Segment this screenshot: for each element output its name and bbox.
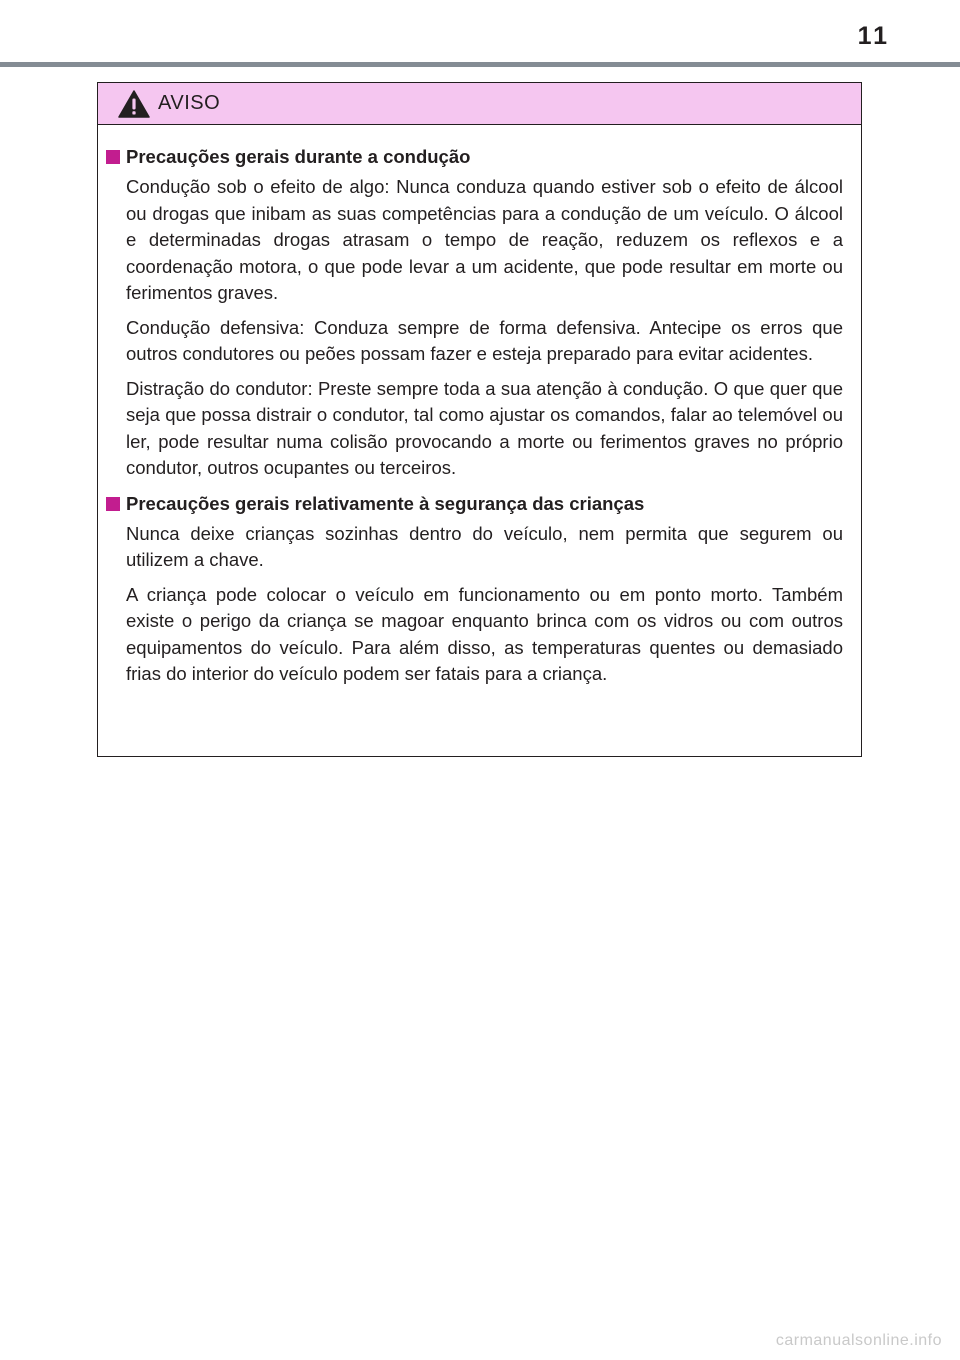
section-heading-text: Precauções gerais relativamente à segurança das crianças [126,492,645,514]
warning-header [98,83,861,125]
paragraph-child-dangers: A criança pode colocar o veículo em funcionamento ou em ponto morto. Também existe o perigo da criança se magoar enquanto brinca com os vidros ou com outros equipamentos do veículo. Para além disso, as temperaturas quentes ou demasiado frias do interior do veículo podem ser fatais para a criança. [126,583,843,684]
paragraph-defensive-driving: Condução defensiva: Conduza sempre de forma defensiva. Antecipe os erros que outros condutores ou peões possam fazer e esteja preparado para evitar acidentes. [126,316,843,364]
warning-body [98,125,861,688]
warning-title: AVISO [158,92,221,114]
square-bullet-icon [106,150,120,164]
paragraph-driver-distraction: Distração do condutor: Preste sempre toda a sua atenção à condução. O que quer que seja que possa distrair o condutor, tal como ajustar os comandos, falar ao telemóvel ou ler, pode resultar numa colisão provocando a morte ou ferimentos graves no próprio condutor, outros ocupantes ou terceiros. [126,377,843,478]
paragraph-children-alone: Nunca deixe crianças sozinhas dentro do veículo, nem permita que segurem ou utilizem a chave. [126,522,843,570]
section-heading-child-safety [106,492,843,516]
warning-triangle-icon [118,90,150,118]
watermark: carmanualsonline.info [775,1332,942,1349]
warning-box [97,82,862,757]
section-heading-driving [106,145,843,169]
paragraph-impaired-driving: Condução sob o efeito de algo: Nunca conduza quando estiver sob o efeito de álcool ou drogas que inibam as suas competências para a condução de um veículo. O álcool e determinadas drogas atrasam o tempo de reação, reduzem os reflexos e a coordenação motora, o que pode levar a um acidente, que pode resultar em morte ou ferimentos graves. [126,176,843,303]
page-number: 11 [857,22,890,50]
header-rule [0,62,960,67]
square-bullet-icon [106,497,120,511]
section-heading-text: Precauções gerais durante a condução [126,146,471,167]
